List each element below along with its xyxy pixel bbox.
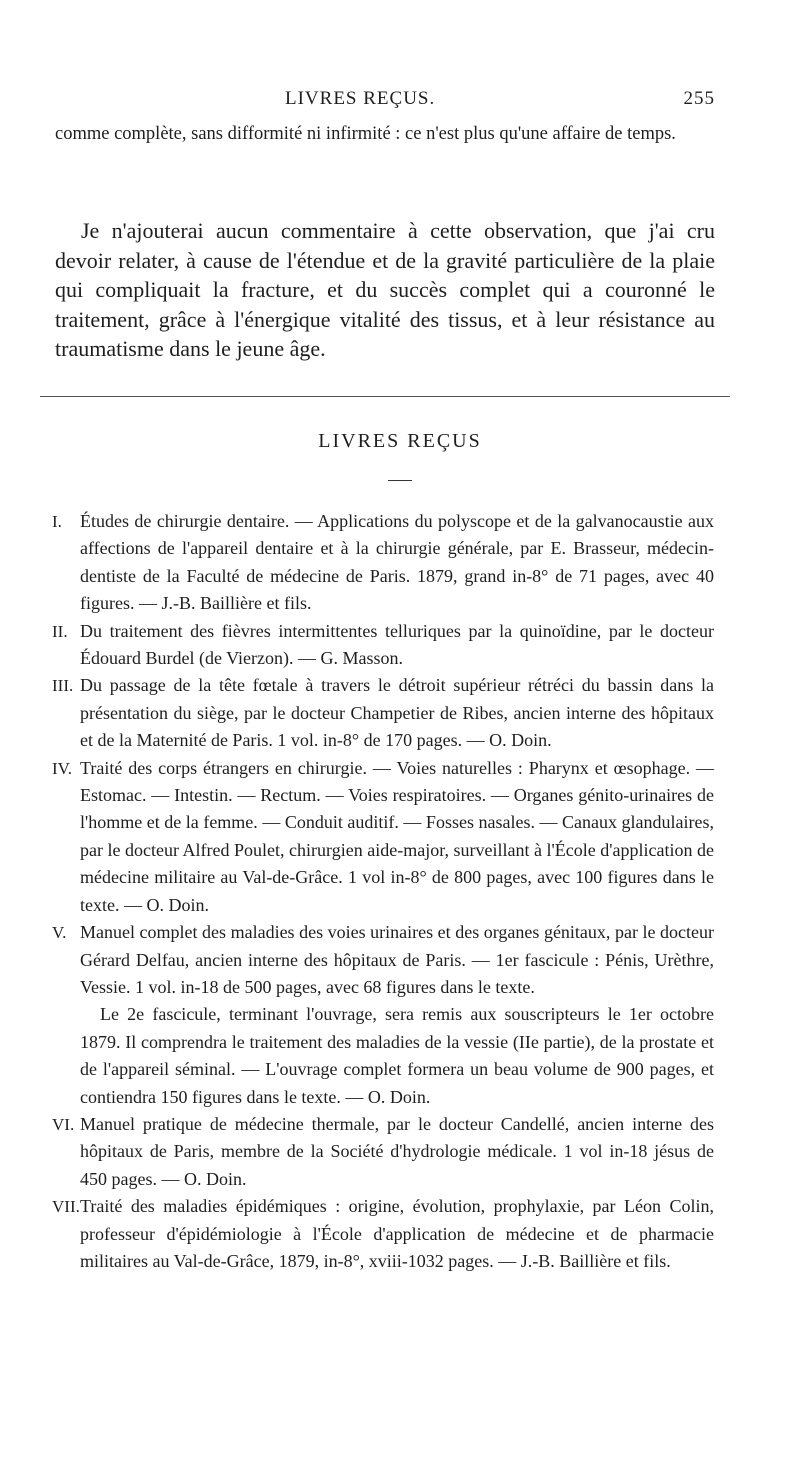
continuation-paragraph: comme complète, sans difformité ni infirmité : ce n'est plus qu'une affaire de temps.	[55, 124, 676, 144]
entry-numeral: II.	[52, 621, 68, 641]
entry-numeral: VII.	[52, 1197, 80, 1217]
section-divider	[40, 396, 730, 397]
entry-numeral: VI.	[52, 1114, 75, 1134]
book-entry-3	[52, 672, 714, 754]
entry-text: Du passage de la tête fœtale à travers le détroit supérieur rétréci du bassin dans la présentation du siège, par le docteur Champetier de Ribes, ancien interne des hôpitaux et de la Maternité de Paris. 1 vol. in-8° de 170 pages. — O. Doin.	[80, 675, 714, 751]
book-entry-6	[52, 1111, 714, 1193]
entry-5-continuation: Le 2e fascicule, terminant l'ouvrage, sera remis aux souscripteurs le 1er octobre 1879. Il comprendra le traitement des maladies de la vessie (IIe partie), de la prostate et de l'appareil séminal. — L'ouvrage complet formera un beau volume de 900 pages, et contiendra 150 figures dans le texte. — O. Doin.	[80, 1004, 714, 1107]
book-list	[52, 508, 714, 1275]
entry-numeral: III.	[52, 676, 74, 696]
entry-text: Traité des corps étrangers en chirurgie. — Voies naturelles : Pharynx et œsophage. — Estomac. — Intestin. — Rectum. — Voies respiratoires. — Organes génito-urinaires de l'homme et de la femme. — Conduit auditif. — Fosses nasales. — Canaux glandulaires, par le docteur Alfred Poulet, chirurgien aide-major, surveillant à l'École d'application de médecine militaire au Val-de-Grâce. 1 vol in-8° de 800 pages, avec 100 figures dans le texte. — O. Doin.	[80, 757, 714, 915]
entry-text: Manuel complet des maladies des voies urinaires et des organes génitaux, par le docteur Gérard Delfau, ancien interne des hôpitaux de Paris. — 1er fascicule : Pénis, Urèthre, Vessie. 1 vol. in-18 de 500 pages, avec 68 figures dans le texte.	[80, 922, 714, 997]
section-title: LIVRES REÇUS	[318, 430, 482, 452]
entry-numeral: V.	[52, 923, 67, 943]
entry-text: Du traitement des fièvres intermittentes telluriques par la quinoïdine, par le docteur Édouard Burdel (de Vierzon). — G. Masson.	[80, 620, 714, 669]
book-entry-4	[52, 755, 714, 919]
book-entry-7	[52, 1193, 714, 1275]
entry-text: Traité des maladies épidémiques : origine, évolution, prophylaxie, par Léon Colin, professeur d'épidémiologie à l'École d'application de médecine et de pharmacie militaires au Val-de-Grâce, 1879, in-8°, xviii-1032 pages. — J.-B. Baillière et fils.	[80, 1196, 714, 1271]
section-dash	[388, 480, 412, 481]
book-entry-1	[52, 508, 714, 618]
book-entry-2	[52, 618, 714, 673]
observation-paragraph: Je n'ajouterai aucun commentaire à cette observation, que j'ai cru devoir relater, à cause de l'étendue et de la gravité particulière de la plaie qui compliquait la fracture, et du succès complet qui a couronné le traitement, grâce à l'énergique vitalité des tissus, et à leur résistance au traumatisme dans le jeune âge.	[55, 218, 715, 361]
entry-numeral: IV.	[52, 758, 72, 778]
book-entry-5	[52, 919, 714, 1001]
entry-numeral: I.	[52, 512, 62, 531]
entry-text: Études de chirurgie dentaire. — Applications du polyscope et de la galvanocaustie aux affections de l'appareil dentaire et à la chirurgie générale, par E. Brasseur, médecin-dentiste de la Faculté de médecine de Paris. 1879, grand in-8° de 71 pages, avec 40 figures. — J.-B. Baillière et fils.	[80, 511, 714, 614]
running-title: LIVRES REÇUS.	[285, 88, 436, 109]
page-number: 255	[683, 88, 715, 109]
entry-text: Manuel pratique de médecine thermale, par le docteur Candellé, ancien interne des hôpitaux de Paris, membre de la Société d'hydrologie médicale. 1 vol in-18 jésus de 450 pages. — O. Doin.	[80, 1113, 714, 1189]
